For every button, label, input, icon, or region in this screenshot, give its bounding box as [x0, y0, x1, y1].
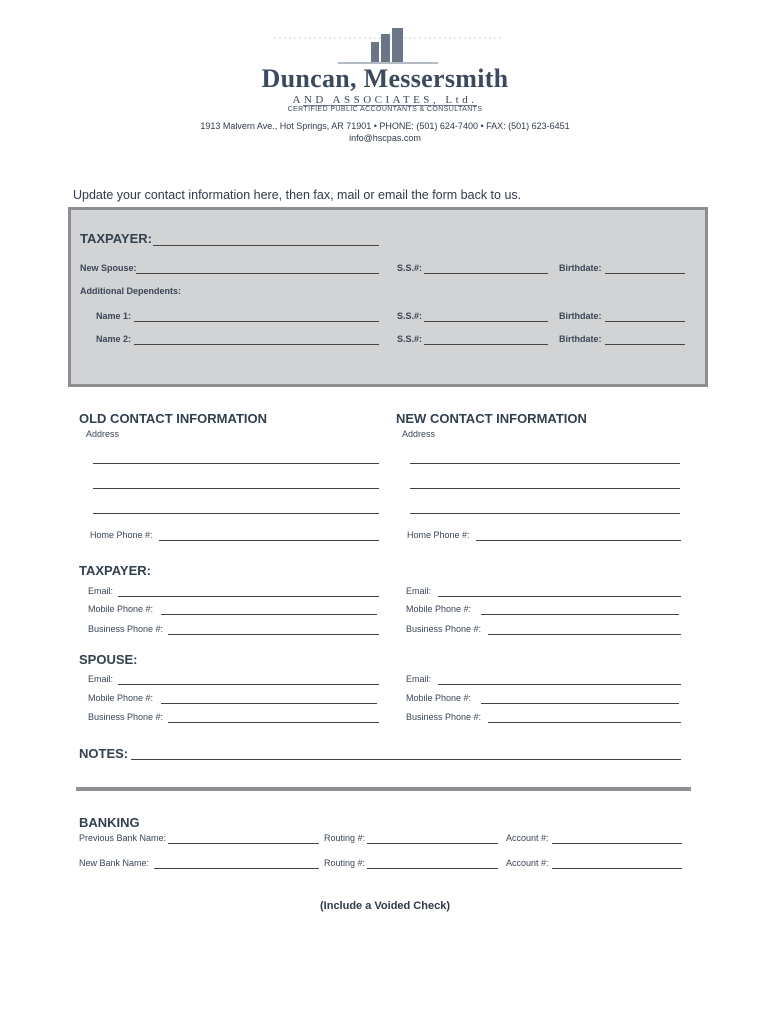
- spouse-old-email-field[interactable]: [118, 684, 379, 685]
- notes-field[interactable]: [131, 759, 681, 760]
- banking-title: BANKING: [79, 815, 140, 830]
- spouse-new-mobile-label: Mobile Phone #:: [406, 693, 472, 703]
- dependent2-name-field[interactable]: [134, 344, 379, 345]
- dependent2-ss-label: S.S.#:: [397, 334, 423, 344]
- taxpayer-section-title: TAXPAYER:: [79, 563, 151, 578]
- new-account-field[interactable]: [552, 868, 682, 869]
- previous-bank-field[interactable]: [168, 843, 319, 844]
- taxpayer-new-mobile-label: Mobile Phone #:: [406, 604, 472, 614]
- previous-routing-label: Routing #:: [324, 833, 366, 843]
- old-home-phone-label: Home Phone #:: [90, 530, 153, 540]
- old-address-line-3[interactable]: [93, 513, 379, 514]
- taxpayer-box: [68, 207, 708, 387]
- intro-text: Update your contact information here, then fax, mail or email the form back to us.: [73, 188, 522, 202]
- new-spouse-field[interactable]: [136, 273, 379, 274]
- firm-name: Duncan, Messersmith: [261, 64, 509, 93]
- old-home-phone-field[interactable]: [159, 540, 379, 541]
- old-address-line-1[interactable]: [93, 463, 379, 464]
- previous-account-field[interactable]: [552, 843, 682, 844]
- spouse-birthdate-label: Birthdate:: [559, 263, 602, 273]
- new-bank-label: New Bank Name:: [79, 858, 150, 868]
- spouse-new-business-label: Business Phone #:: [406, 712, 482, 722]
- new-account-label: Account #:: [506, 858, 549, 868]
- dependent1-ss-field[interactable]: [424, 321, 548, 322]
- spouse-ss-label: S.S.#:: [397, 263, 423, 273]
- notes-label: NOTES:: [79, 746, 129, 761]
- section-divider: [76, 787, 691, 791]
- taxpayer-old-business-label: Business Phone #:: [88, 624, 164, 634]
- taxpayer-new-email-label: Email:: [406, 586, 432, 596]
- additional-dependents-label: Additional Dependents:: [80, 286, 181, 296]
- new-routing-field[interactable]: [367, 868, 498, 869]
- new-address-line-2[interactable]: [410, 488, 680, 489]
- taxpayer-new-email-field[interactable]: [438, 596, 681, 597]
- taxpayer-old-mobile-field[interactable]: [161, 614, 377, 615]
- taxpayer-old-email-field[interactable]: [118, 596, 379, 597]
- firm-address: 1913 Malvern Ave., Hot Springs, AR 71901 • PHONE: (501) 624-7400 • FAX: (501) 623-6451: [200, 121, 570, 131]
- dependent2-birthdate-field[interactable]: [605, 344, 685, 345]
- taxpayer-old-email-label: Email:: [88, 586, 114, 596]
- spouse-new-email-label: Email:: [406, 674, 432, 684]
- spouse-section-title: SPOUSE:: [79, 652, 138, 667]
- taxpayer-box-title: TAXPAYER:: [80, 231, 152, 246]
- spouse-old-mobile-field[interactable]: [161, 703, 377, 704]
- spouse-old-business-label: Business Phone #:: [88, 712, 164, 722]
- spouse-new-mobile-field[interactable]: [481, 703, 679, 704]
- spouse-ss-field[interactable]: [424, 273, 548, 274]
- spouse-new-business-field[interactable]: [488, 722, 681, 723]
- new-spouse-label: New Spouse:: [80, 263, 137, 273]
- dependent1-ss-label: S.S.#:: [397, 311, 423, 321]
- dependent2-birthdate-label: Birthdate:: [559, 334, 602, 344]
- old-contact-title: OLD CONTACT INFORMATION: [79, 411, 267, 426]
- previous-routing-field[interactable]: [367, 843, 498, 844]
- firm-email[interactable]: info@hscpas.com: [349, 133, 421, 143]
- previous-bank-label: Previous Bank Name:: [79, 833, 167, 843]
- dependent1-name-label: Name 1:: [96, 311, 132, 321]
- firm-tagline: CERTIFIED PUBLIC ACCOUNTANTS & CONSULTANTS: [287, 106, 483, 113]
- new-bank-field[interactable]: [154, 868, 319, 869]
- taxpayer-new-business-label: Business Phone #:: [406, 624, 482, 634]
- dependent2-name-label: Name 2:: [96, 334, 132, 344]
- old-address-line-2[interactable]: [93, 488, 379, 489]
- taxpayer-name-field[interactable]: [153, 245, 379, 246]
- new-address-line-1[interactable]: [410, 463, 680, 464]
- new-address-label: Address: [402, 429, 436, 439]
- dependent1-birthdate-field[interactable]: [605, 321, 685, 322]
- logo-bars-icon: [268, 26, 508, 66]
- spouse-old-email-label: Email:: [88, 674, 114, 684]
- new-home-phone-field[interactable]: [476, 540, 681, 541]
- dependent1-name-field[interactable]: [134, 321, 379, 322]
- old-address-label: Address: [86, 429, 120, 439]
- voided-check-note: (Include a Voided Check): [320, 900, 450, 912]
- taxpayer-old-business-field[interactable]: [168, 634, 379, 635]
- new-contact-title: NEW CONTACT INFORMATION: [396, 411, 587, 426]
- taxpayer-new-business-field[interactable]: [488, 634, 681, 635]
- dependent2-ss-field[interactable]: [424, 344, 548, 345]
- previous-account-label: Account #:: [506, 833, 549, 843]
- new-address-line-3[interactable]: [410, 513, 680, 514]
- new-routing-label: Routing #:: [324, 858, 366, 868]
- taxpayer-old-mobile-label: Mobile Phone #:: [88, 604, 154, 614]
- spouse-old-mobile-label: Mobile Phone #:: [88, 693, 154, 703]
- taxpayer-new-mobile-field[interactable]: [481, 614, 679, 615]
- dependent1-birthdate-label: Birthdate:: [559, 311, 602, 321]
- spouse-new-email-field[interactable]: [438, 684, 681, 685]
- firm-subtitle: AND ASSOCIATES, Ltd.: [292, 94, 478, 106]
- spouse-birthdate-field[interactable]: [605, 273, 685, 274]
- new-home-phone-label: Home Phone #:: [407, 530, 470, 540]
- spouse-old-business-field[interactable]: [168, 722, 379, 723]
